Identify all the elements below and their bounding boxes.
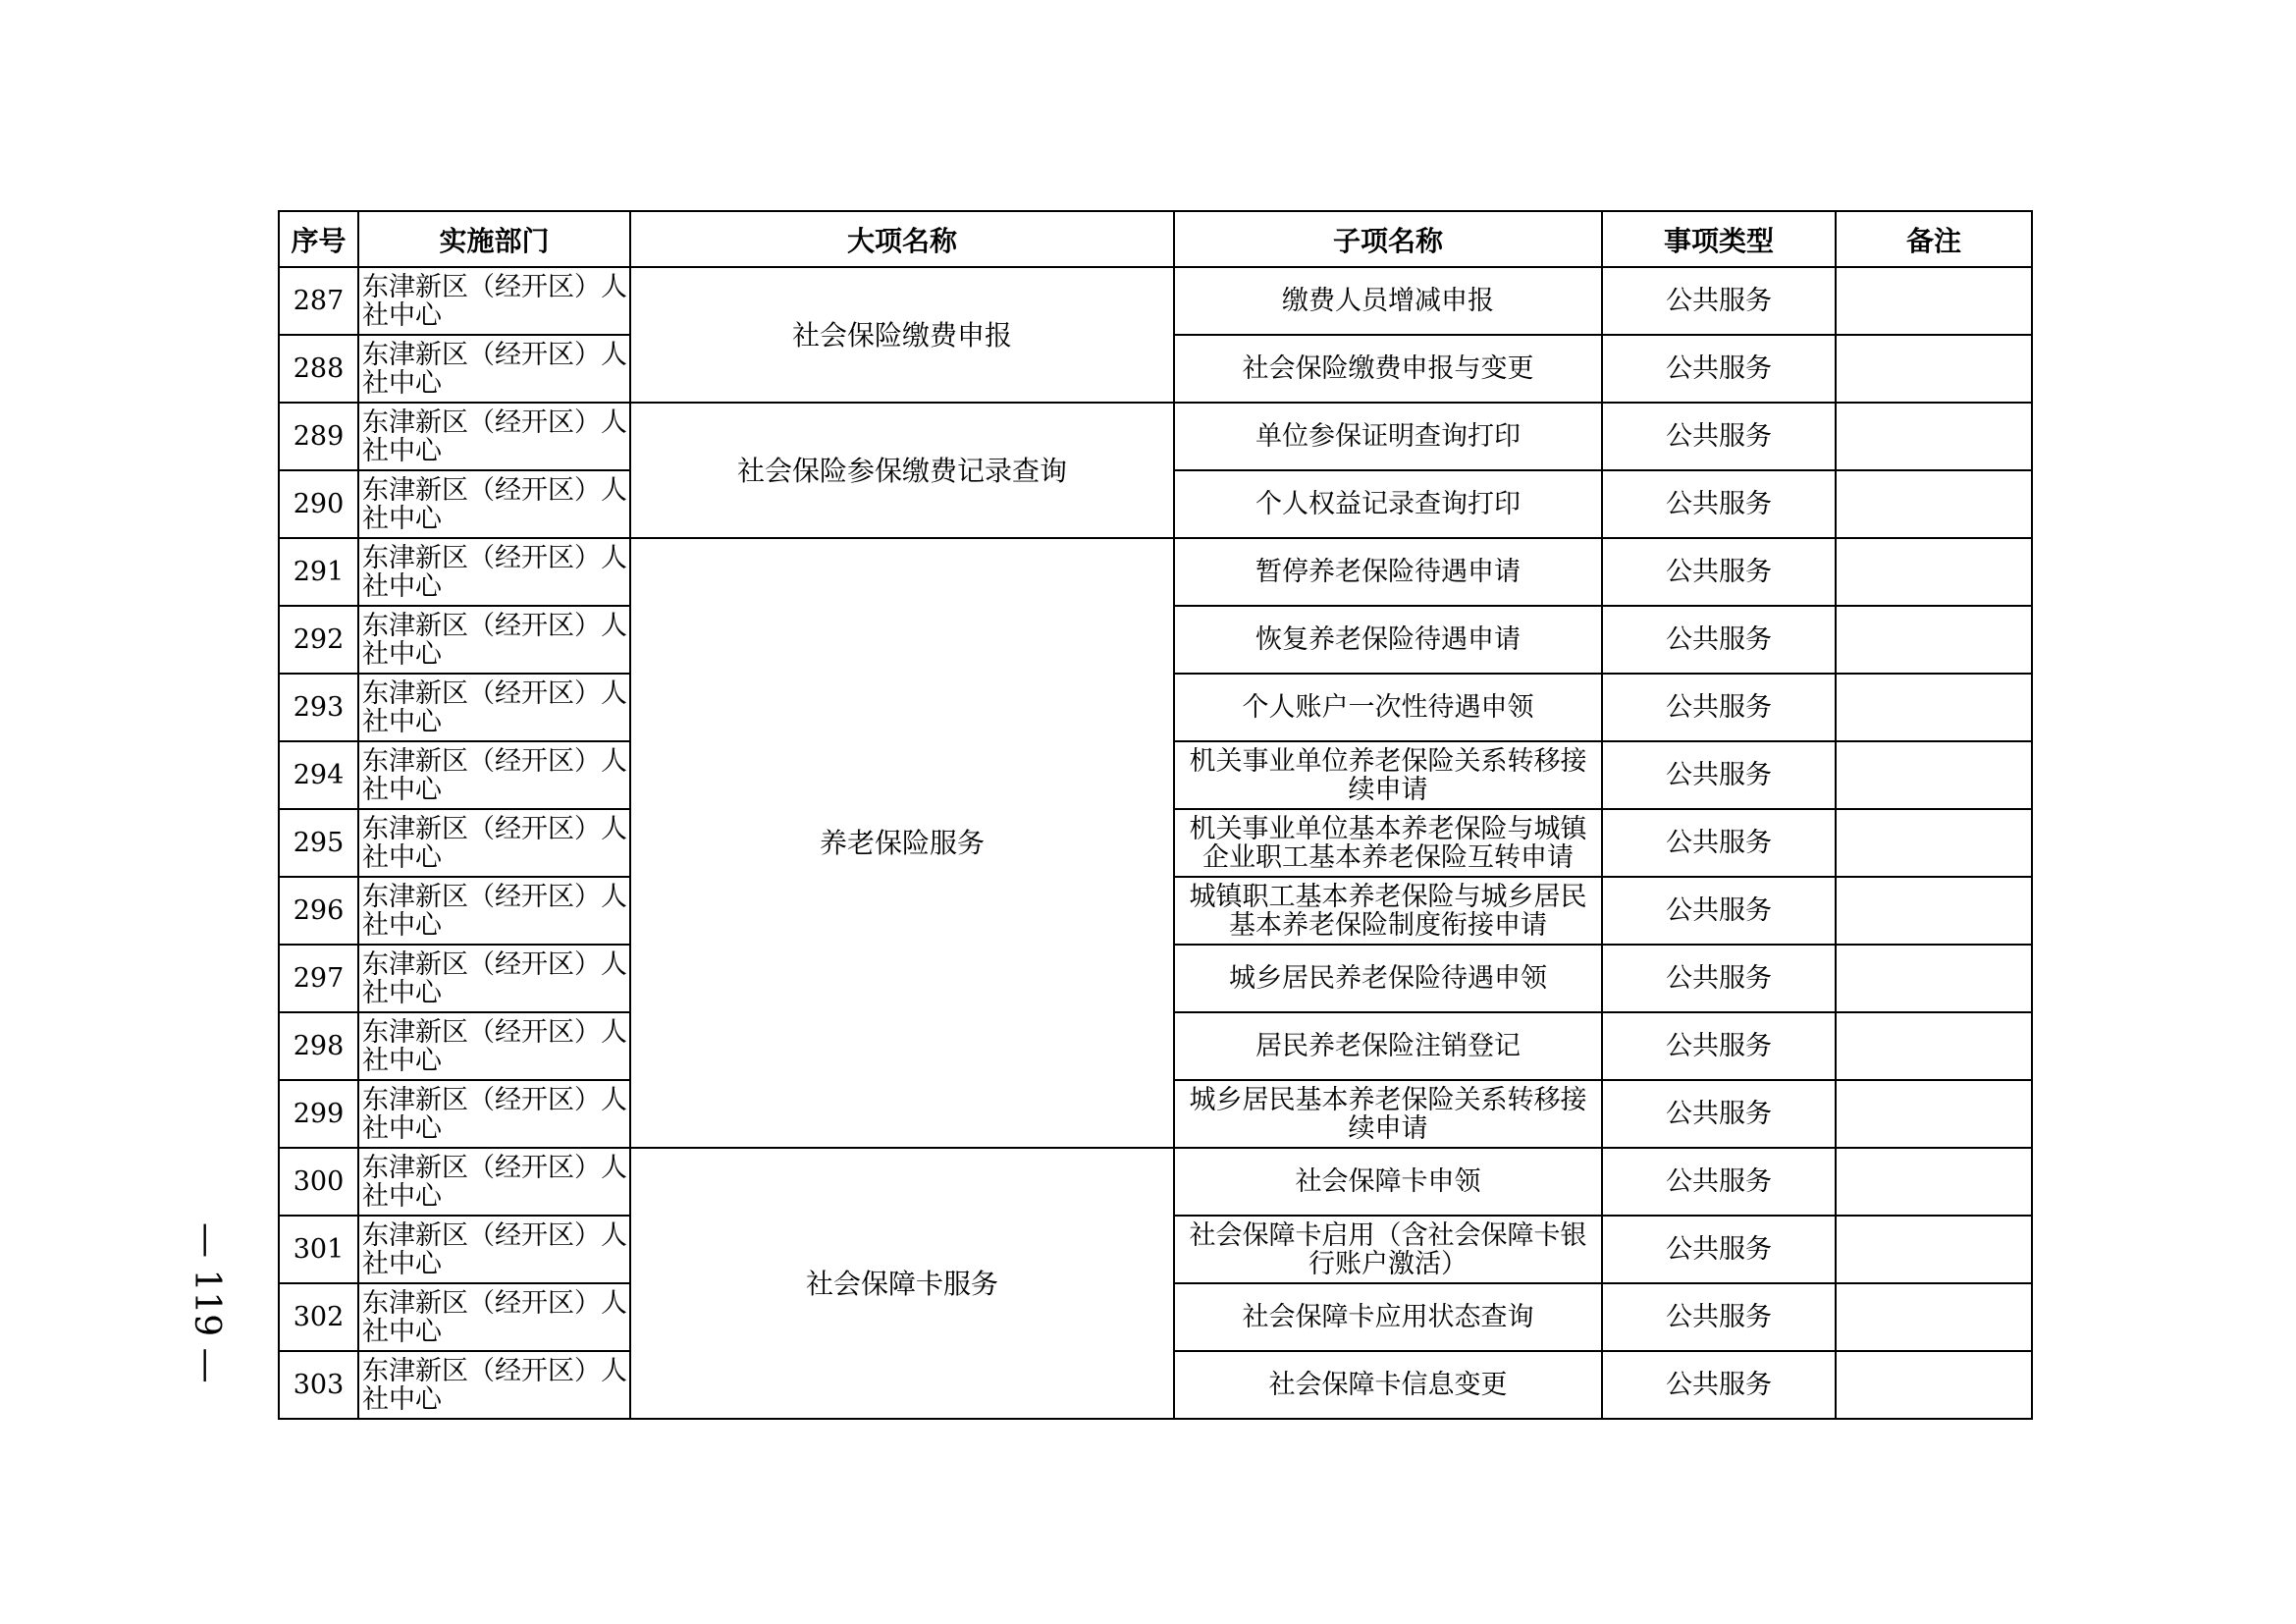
row-seq: 290 [279,470,358,538]
row-note [1836,877,2032,945]
header-major: 大项名称 [630,211,1174,267]
row-type: 公共服务 [1602,1012,1836,1080]
row-dept: 东津新区（经开区）人社中心 [358,1148,630,1216]
row-type: 公共服务 [1602,741,1836,809]
header-note: 备注 [1836,211,2032,267]
row-sub-item: 城乡居民基本养老保险关系转移接续申请 [1174,1080,1602,1148]
row-note [1836,674,2032,741]
row-type: 公共服务 [1602,809,1836,877]
row-dept: 东津新区（经开区）人社中心 [358,1012,630,1080]
row-seq: 293 [279,674,358,741]
row-type: 公共服务 [1602,335,1836,403]
row-sub-item: 个人账户一次性待遇申领 [1174,674,1602,741]
row-seq: 297 [279,945,358,1012]
row-type: 公共服务 [1602,1283,1836,1351]
row-dept: 东津新区（经开区）人社中心 [358,538,630,606]
row-note [1836,741,2032,809]
table-row [279,267,2032,335]
table-row [279,538,2032,606]
service-items-table [278,210,2033,1420]
header-sub: 子项名称 [1174,211,1602,267]
row-seq: 288 [279,335,358,403]
row-sub-item: 社会保障卡信息变更 [1174,1351,1602,1419]
page-number: — 119 — [187,1222,227,1383]
header-dept: 实施部门 [358,211,630,267]
row-sub-item: 社会保障卡申领 [1174,1148,1602,1216]
row-note [1836,538,2032,606]
row-dept: 东津新区（经开区）人社中心 [358,403,630,470]
row-type: 公共服务 [1602,1080,1836,1148]
row-type: 公共服务 [1602,674,1836,741]
row-seq: 289 [279,403,358,470]
row-major-item: 社会保险缴费申报 [630,267,1174,403]
row-type: 公共服务 [1602,1148,1836,1216]
row-seq: 302 [279,1283,358,1351]
row-sub-item: 城镇职工基本养老保险与城乡居民基本养老保险制度衔接申请 [1174,877,1602,945]
row-note [1836,606,2032,674]
row-seq: 291 [279,538,358,606]
row-seq: 298 [279,1012,358,1080]
row-sub-item: 恢复养老保险待遇申请 [1174,606,1602,674]
row-major-item: 社会保障卡服务 [630,1148,1174,1419]
row-major-item: 养老保险服务 [630,538,1174,1148]
row-type: 公共服务 [1602,877,1836,945]
row-type: 公共服务 [1602,606,1836,674]
row-type: 公共服务 [1602,1351,1836,1419]
row-sub-item: 个人权益记录查询打印 [1174,470,1602,538]
row-sub-item: 社会保障卡启用（含社会保障卡银行账户激活） [1174,1216,1602,1283]
row-major-item: 社会保险参保缴费记录查询 [630,403,1174,538]
row-sub-item: 单位参保证明查询打印 [1174,403,1602,470]
row-note [1836,403,2032,470]
row-seq: 301 [279,1216,358,1283]
row-type: 公共服务 [1602,945,1836,1012]
row-note [1836,335,2032,403]
row-dept: 东津新区（经开区）人社中心 [358,335,630,403]
row-dept: 东津新区（经开区）人社中心 [358,945,630,1012]
row-sub-item: 缴费人员增减申报 [1174,267,1602,335]
row-seq: 295 [279,809,358,877]
row-note [1836,1012,2032,1080]
row-sub-item: 社会保险缴费申报与变更 [1174,335,1602,403]
row-seq: 303 [279,1351,358,1419]
row-seq: 299 [279,1080,358,1148]
row-dept: 东津新区（经开区）人社中心 [358,1351,630,1419]
row-note [1836,1283,2032,1351]
row-note [1836,1080,2032,1148]
row-type: 公共服务 [1602,403,1836,470]
row-sub-item: 机关事业单位基本养老保险与城镇企业职工基本养老保险互转申请 [1174,809,1602,877]
row-dept: 东津新区（经开区）人社中心 [358,809,630,877]
row-type: 公共服务 [1602,538,1836,606]
row-seq: 294 [279,741,358,809]
row-dept: 东津新区（经开区）人社中心 [358,267,630,335]
row-type: 公共服务 [1602,267,1836,335]
row-dept: 东津新区（经开区）人社中心 [358,1283,630,1351]
row-note [1836,1351,2032,1419]
row-dept: 东津新区（经开区）人社中心 [358,1080,630,1148]
row-dept: 东津新区（经开区）人社中心 [358,606,630,674]
header-type: 事项类型 [1602,211,1836,267]
row-dept: 东津新区（经开区）人社中心 [358,741,630,809]
row-seq: 296 [279,877,358,945]
row-note [1836,1148,2032,1216]
row-type: 公共服务 [1602,470,1836,538]
row-dept: 东津新区（经开区）人社中心 [358,1216,630,1283]
row-sub-item: 社会保障卡应用状态查询 [1174,1283,1602,1351]
row-dept: 东津新区（经开区）人社中心 [358,674,630,741]
table-row [279,403,2032,470]
row-dept: 东津新区（经开区）人社中心 [358,877,630,945]
row-seq: 300 [279,1148,358,1216]
row-dept: 东津新区（经开区）人社中心 [358,470,630,538]
table-body [279,267,2032,1419]
row-note [1836,945,2032,1012]
row-type: 公共服务 [1602,1216,1836,1283]
table-header-row [279,211,2032,267]
row-note [1836,267,2032,335]
header-seq: 序号 [279,211,358,267]
row-note [1836,470,2032,538]
table-row [279,1148,2032,1216]
row-sub-item: 暂停养老保险待遇申请 [1174,538,1602,606]
row-sub-item: 居民养老保险注销登记 [1174,1012,1602,1080]
row-note [1836,809,2032,877]
row-note [1836,1216,2032,1283]
row-seq: 287 [279,267,358,335]
row-sub-item: 城乡居民养老保险待遇申领 [1174,945,1602,1012]
row-seq: 292 [279,606,358,674]
row-sub-item: 机关事业单位养老保险关系转移接续申请 [1174,741,1602,809]
